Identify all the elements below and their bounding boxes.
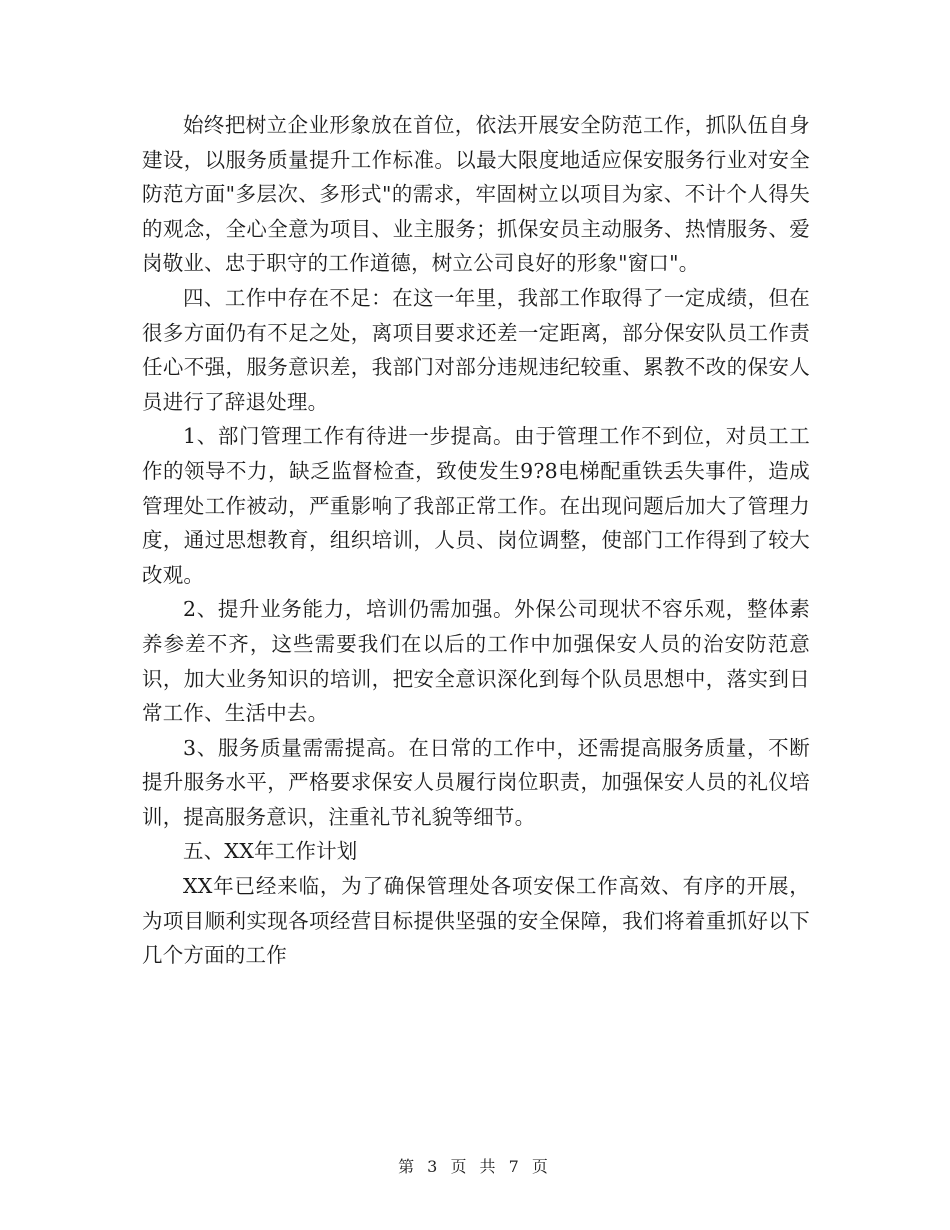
paragraph-work-plan: XX年已经来临，为了确保管理处各项安保工作高效、有序的开展，为项目顺利实现各项经营目标提供坚强的安全保障，我们将着重抓好以下几个方面的工作 bbox=[142, 874, 810, 968]
paragraph-shortcomings: 四、工作中存在不足：在这一年里，我部工作取得了一定成绩，但在很多方面仍有不足之处，离项目要求还差一定距离，部分保安队员工作责任心不强，服务意识差，我部门对部分违规违纪较重、累教不改的保安人员进行了辞退处理。 bbox=[142, 285, 810, 414]
document-body bbox=[142, 108, 810, 973]
paragraph-management: 1、部门管理工作有待进一步提高。由于管理工作不到位，对员工工作的领导不力，缺乏监督检查，致使发生9?8电梯配重铁丢失事件，造成管理处工作被动，严重影响了我部正常工作。在出现问题后加大了管理力度，通过思想教育，组织培训，人员、岗位调整，使部门工作得到了较大改观。 bbox=[142, 424, 810, 587]
section-heading-work-plan: 五、XX年工作计划 bbox=[183, 839, 358, 864]
paragraph-training: 2、提升业务能力，培训仍需加强。外保公司现状不容乐观，整体素养参差不齐，这些需要我们在以后的工作中加强保安人员的治安防范意识，加大业务知识的培训，把安全意识深化到每个队员思想中，落实到日常工作、生活中去。 bbox=[142, 597, 810, 726]
paragraph-service-quality: 3、服务质量需需提高。在日常的工作中，还需提高服务质量，不断提升服务水平，严格要求保安人员履行岗位职责，加强保安人员的礼仪培训，提高服务意识，注重礼节礼貌等细节。 bbox=[142, 735, 810, 829]
paragraph-image-standard: 始终把树立企业形象放在首位，依法开展安全防范工作，抓队伍自身建设，以服务质量提升工作标准。以最大限度地适应保安服务行业对安全防范方面"多层次、多形式"的需求，牢固树立以项目为家、不计个人得失的观念，全心全意为项目、业主服务；抓保安员主动服务、热情服务、爱岗敬业、忠于职守的工作道德，树立公司良好的形象"窗口"。 bbox=[142, 113, 810, 276]
page-number-footer: 第 3 页 共 7 页 bbox=[398, 1157, 552, 1176]
